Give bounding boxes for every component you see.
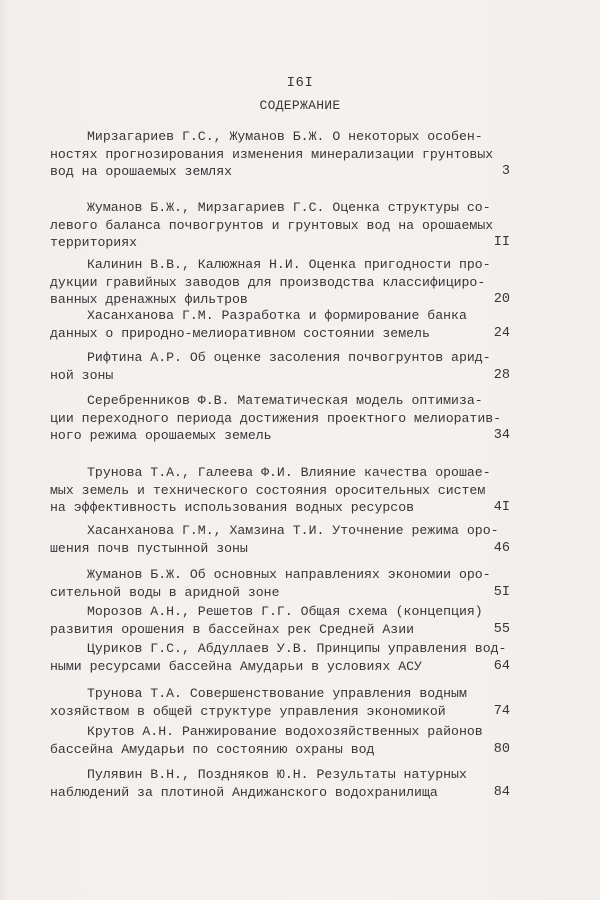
entry-title-line: территориях (50, 235, 138, 250)
entry-authors-title-line: Серебренников Ф.В. Математическая модель оптимиза- (87, 393, 483, 408)
entry-authors-title-line: Цуриков Г.С., Абдуллаев У.В. Принципы управления вод- (87, 641, 507, 656)
entry-title-line: ными ресурсами бассейна Амударьи в условиях АСУ (50, 658, 422, 674)
entry-authors-title-line: Крутов А.Н. Ранжирование водохозяйственных районов (87, 724, 483, 739)
toc-entry (50, 349, 520, 384)
toc-entry (50, 307, 520, 342)
entry-page-number: 3 (501, 164, 510, 179)
entry-authors-title-line: Жуманов Б.Ж., Мирзагариев Г.С. Оценка структуры со- (87, 200, 491, 215)
page-number: I6I (286, 75, 314, 91)
entry-title-line: дукции гравийных заводов для производства классифициро- (50, 274, 486, 290)
entry-page-number: 34 (493, 428, 510, 443)
toc-entry (50, 128, 520, 181)
entry-title-line: мых земель и технического состояния оросительных систем (50, 482, 486, 498)
entry-authors-title-line: Трунова Т.А., Галеева Ф.И. Влияние качества орошае- (87, 465, 491, 480)
toc-entry (50, 640, 520, 675)
entry-authors-title-line: Жуманов Б.Ж. Об основных направлениях экономии оро- (87, 567, 491, 582)
entry-title-line: хозяйством в общей структуре управления экономикой (50, 703, 446, 719)
toc-entry (50, 566, 520, 601)
toc-entry (50, 723, 520, 758)
entry-page-number: 28 (493, 367, 510, 383)
toc-entry (50, 603, 520, 638)
toc-entry (50, 199, 520, 252)
entry-title-line: шения почв пустынной зоны (50, 540, 248, 556)
toc-entry (50, 685, 520, 720)
entry-authors-title-line: Трунова Т.А. Совершенствование управления водным (87, 686, 467, 701)
entry-authors-title-line: Рифтина А.Р. Об оценке засоления почвогрунтов арид- (87, 350, 491, 365)
entry-page-number: 74 (493, 703, 510, 719)
entry-title-line: ванных дренажных фильтров (50, 292, 248, 307)
entry-page-number: 84 (493, 784, 510, 800)
entry-authors-title-line: Калинин В.В., Калюжная Н.И. Оценка пригодности про- (87, 257, 491, 272)
entry-authors-title-line: Хасанханова Г.М., Хамзина Т.И. Уточнение режима оро- (87, 523, 499, 538)
entry-page-number: 5I (493, 584, 510, 600)
entry-page-number: 4I (493, 500, 510, 515)
entry-title-line: ного режима орошаемых земель (50, 428, 272, 443)
entry-authors-title-line: Мирзагариев Г.С., Жуманов Б.Ж. О некоторых особен- (87, 129, 483, 144)
entry-title-line: бассейна Амударьи по состоянию охраны вод (50, 741, 375, 757)
entry-page-number: 64 (493, 658, 510, 674)
page-title: СОДЕРЖАНИЕ (259, 98, 341, 113)
entry-title-line: ностях прогнозирования изменения минерализации грунтовых (50, 146, 494, 162)
entry-authors-title-line: Пулявин В.Н., Поздняков Ю.Н. Результаты натурных (87, 767, 467, 782)
toc-entry (50, 464, 520, 517)
entry-title-line: левого баланса почвогрунтов и грунтовых вод на орошаемых (50, 217, 494, 233)
entry-title-line: наблюдений за плотиной Андижанского водохранилища (50, 784, 438, 800)
entry-title-line: вод на орошаемых землях (50, 164, 233, 179)
entry-authors-title-line: Хасанханова Г.М. Разработка и формирование банка (87, 308, 467, 323)
entry-title-line: сительной воды в аридной зоне (50, 584, 280, 600)
entry-authors-title-line: Морозов А.Н., Решетов Г.Г. Общая схема (концепция) (87, 604, 483, 619)
entry-title-line: на эффективность использования водных ресурсов (50, 500, 415, 515)
toc-entry (50, 766, 520, 801)
entry-page-number: 80 (493, 741, 510, 757)
toc-entry (50, 256, 520, 309)
entry-page-number: 20 (493, 292, 510, 307)
entry-page-number: 46 (493, 540, 510, 556)
toc-entry (50, 392, 520, 445)
entry-page-number: II (493, 235, 510, 250)
entry-title-line: ции переходного периода достижения проектного мелиоратив- (50, 410, 502, 426)
entry-title-line: данных о природно-мелиоративном состоянии земель (50, 325, 430, 341)
entry-title-line: развития орошения в бассейнах рек Средней Азии (50, 621, 415, 637)
entry-page-number: 55 (493, 621, 510, 637)
entry-page-number: 24 (493, 325, 510, 341)
toc-entry (50, 522, 520, 557)
entry-title-line: ной зоны (50, 367, 114, 383)
